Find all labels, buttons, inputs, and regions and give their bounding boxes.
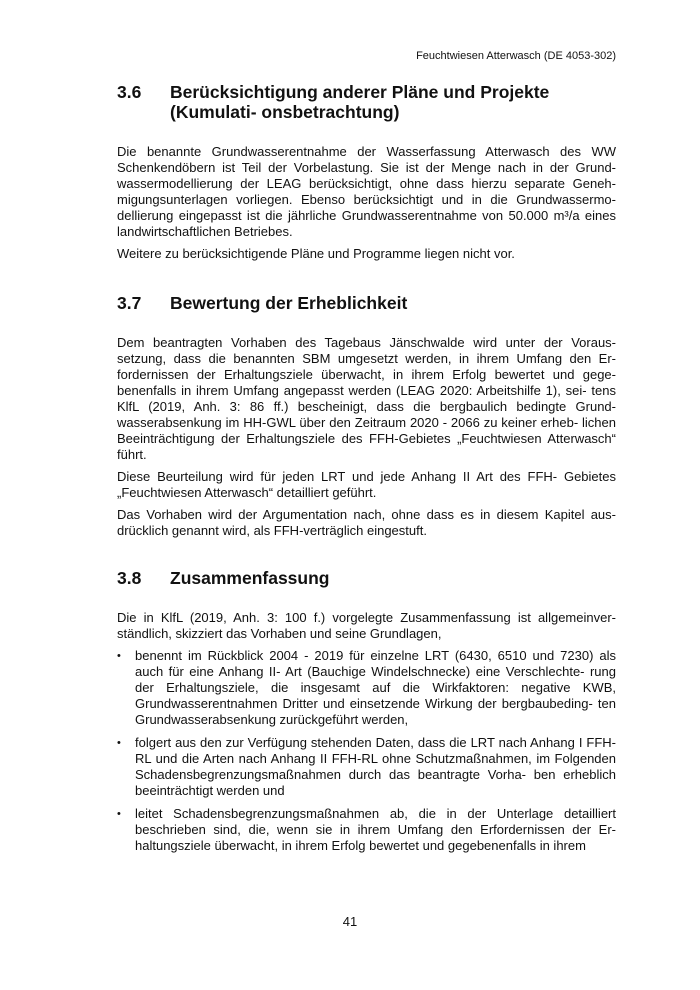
list-item-text: leitet Schadensbegrenzungsmaßnahmen ab, die in der Unterlage detailliert beschrieben sind, die, wenn sie in ihrem Umfang den Erfordernissen der Er- haltungsziele überwacht, in ihrem Erfolg bewertet und gegebenenfalls in ihrem: [135, 806, 616, 853]
section-3-8: [117, 568, 616, 854]
paragraph: Die benannte Grundwasserentnahme der Wasserfassung Atterwasch des WW Schenkendöbern ist Teil der Vorbelastung. Sie ist der Menge nach in der Grund- wassermodellierung der LEAG berücksichtigt, ohne dass hierzu separate Geneh- migungsunterlagen vorliegen. Ebenso berücksichtigt und in die Grundwassermo- dellierung eingepasst ist die jährliche Grundwasserentnahme von 50.000 m³/a eines landwirtschaftlichen Betriebes.: [117, 144, 616, 239]
list-item: [117, 735, 616, 799]
section-3-6: [117, 82, 616, 262]
section-title: Zusammenfassung: [170, 568, 330, 588]
page-number: 41: [342, 914, 358, 929]
section-3-7: [117, 293, 616, 539]
running-header: Feuchtwiesen Atterwasch (DE 4053-302): [416, 50, 616, 62]
bullet-icon: •: [117, 808, 121, 820]
section-spacer: [117, 268, 616, 293]
page-content: [117, 82, 616, 861]
section-heading: [117, 568, 616, 588]
bullet-list: [117, 648, 616, 854]
section-number: 3.7: [117, 293, 142, 313]
list-item-text: folgert aus den zur Verfügung stehenden Daten, dass die LRT nach Anhang I FFH-RL und die Arten nach Anhang II FFH-RL ohne Schutzmaßnahmen, im Folgenden Schadensbegrenzungsmaßnahmen durch das beantragte Vorha- ben erheblich beeinträchtigt werden und: [135, 735, 616, 798]
bullet-icon: •: [117, 650, 121, 662]
section-spacer: [117, 545, 616, 568]
section-heading: [117, 82, 616, 122]
bullet-icon: •: [117, 737, 121, 749]
paragraph: Dem beantragten Vorhaben des Tagebaus Jänschwalde wird unter der Voraus- setzung, dass die benannten SBM umgesetzt werden, in ihrem Umfang den Er- fordernissen der Erhaltungsziele überwacht, in ihrem Erfolg bewertet und gege- benenfalls in ihrem Umfang angepasst werden (LEAG 2020: Arbeitshilfe 1), sei- tens KlfL (2019, Anh. 3: 86 ff.) bescheinigt, dass die bergbaulich bedingte Grund- wasserabsenkung im HH-GWL über den Zeitraum 2020 - 2066 zu keiner erheb- lichen Beeinträchtigung der Erhaltungsziele des FFH-Gebietes „Feuchtwiesen Atterwasch“ führt.: [117, 335, 616, 462]
section-title: Bewertung der Erheblichkeit: [170, 293, 408, 313]
section-title: Berücksichtigung anderer Pläne und Projekte (Kumulati- onsbetrachtung): [170, 82, 550, 122]
paragraph: Die in KlfL (2019, Anh. 3: 100 f.) vorgelegte Zusammenfassung ist allgemeinver- ständlich, skizziert das Vorhaben und seine Grundlagen,: [117, 610, 616, 641]
paragraph: Weitere zu berücksichtigende Pläne und Programme liegen nicht vor.: [117, 246, 515, 261]
list-item: [117, 806, 616, 854]
section-heading: [117, 293, 616, 313]
list-item: [117, 648, 616, 728]
paragraph: Diese Beurteilung wird für jeden LRT und jede Anhang II Art des FFH- Gebietes „Feuchtwiesen Atterwasch“ detailliert geführt.: [117, 469, 616, 500]
paragraph: Das Vorhaben wird der Argumentation nach, ohne dass es in diesem Kapitel aus- drücklich genannt wird, als FFH-verträglich eingestuft.: [117, 507, 616, 538]
list-item-text: benennt im Rückblick 2004 - 2019 für einzelne LRT (6430, 6510 und 7230) als auch für eine Anhang II- Art (Bauchige Windelschnecke) eine Verschlechte- rung der Erhaltungsziele, die insgesamt auf die Wirkfaktoren: negative KWB, Grundwasserentnahmen Dritter und einsetzende Wirkung der bergbaubeding- ten Grundwasserabsenkung zurückgeführt werden,: [135, 648, 616, 727]
section-number: 3.8: [117, 568, 142, 588]
section-number: 3.6: [117, 82, 142, 102]
